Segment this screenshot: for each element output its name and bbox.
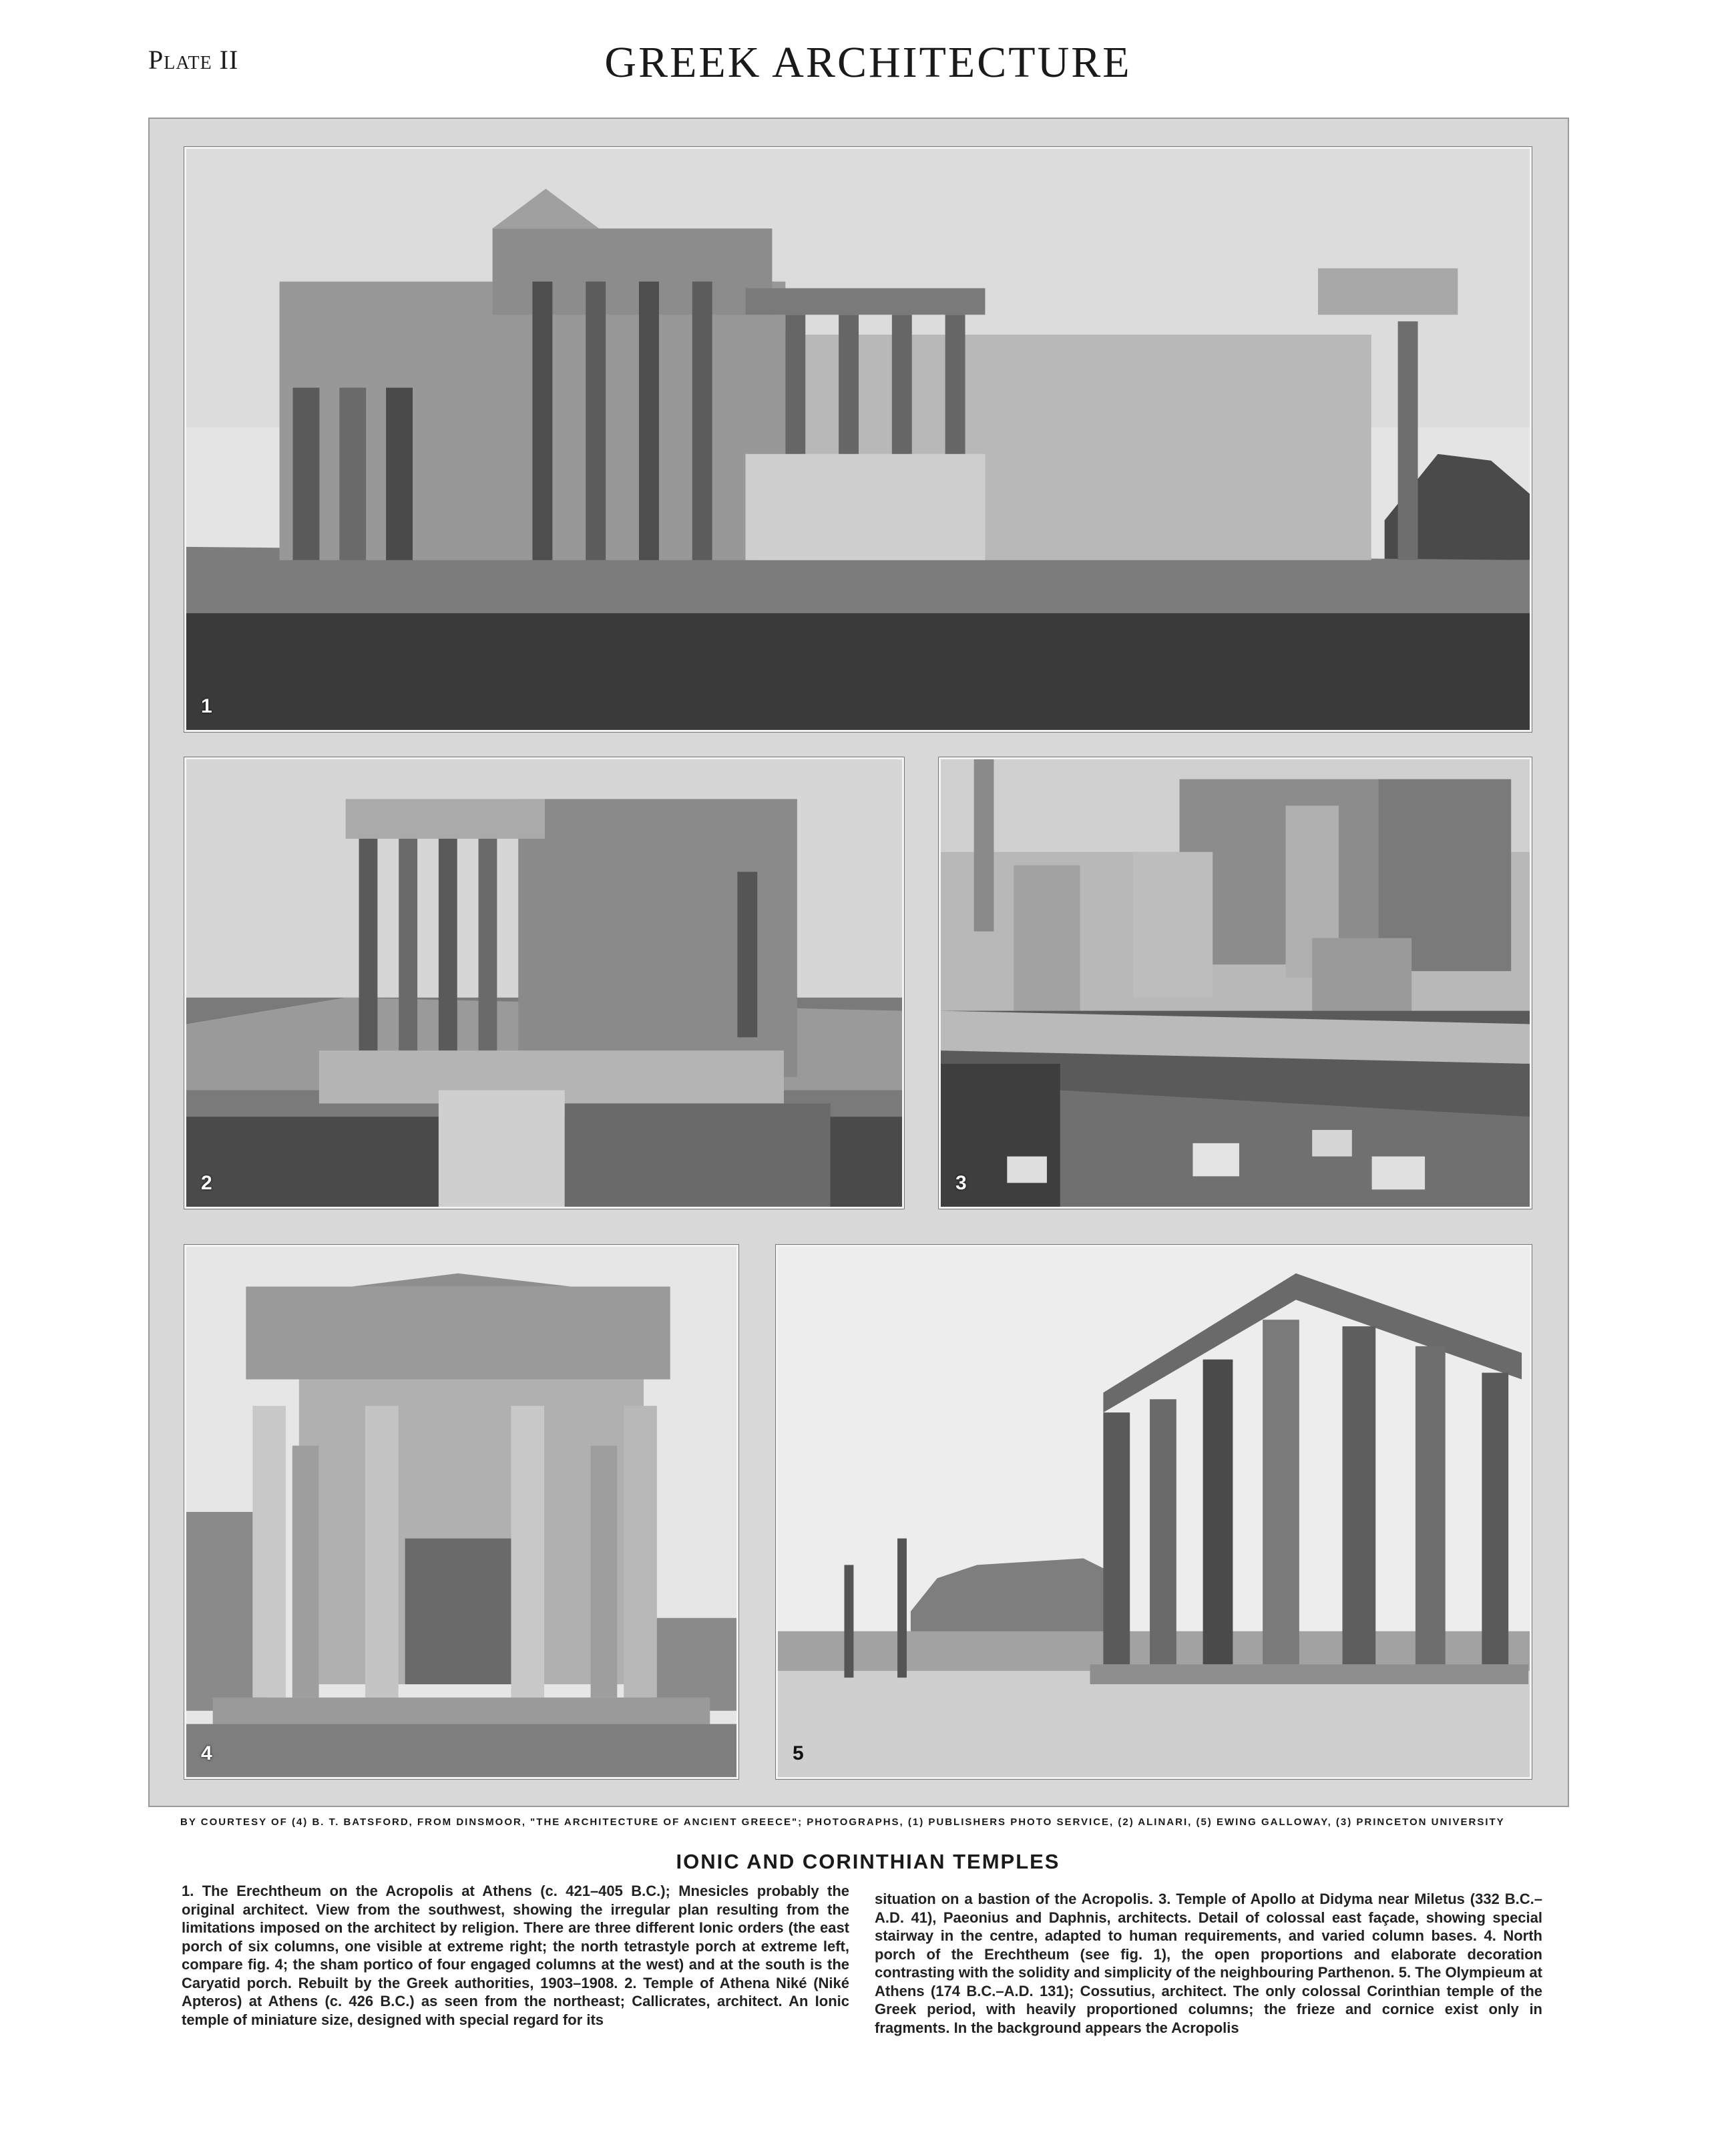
photo-erechtheum-north-porch (184, 1245, 738, 1779)
plate-label: Plate II (148, 45, 239, 75)
photo-athena-nike (184, 757, 904, 1209)
page-title: GREEK ARCHITECTURE (604, 38, 1132, 87)
section-heading: IONIC AND CORINTHIAN TEMPLES (676, 1850, 1060, 1873)
figure-number: 5 (793, 1742, 804, 1764)
photo-didyma (939, 757, 1532, 1209)
figure-number: 1 (201, 695, 212, 717)
figure-number: 3 (955, 1172, 967, 1194)
caption-right-column: situation on a bastion of the Acropolis. 3. Temple of Apollo at Didyma near Miletus (332 B.C.–A.D. 41), Paeonius and Daphnis, architects. Detail of colossal east façade, showing special stairway in the centre, adapted to human requirements, and varied column bases. 4. North porch of the Erechtheum (see fig. 1), the open proportions and elaborate decoration contrasting with the solidity and simplicity of the neighbouring Parthenon. 5. The Olympieum at Athens (174 B.C.–A.D. 131); Cossutius, architect. The only colossal Corinthian temple of the Greek period, with heavily proportioned columns; the frieze and cornice exist only in fragments. In the background appears the Acropolis (875, 1891, 1542, 2036)
photo-olympieum (776, 1245, 1532, 1779)
figure-number: 4 (201, 1742, 212, 1764)
photo-credit: BY COURTESY OF (4) B. T. BATSFORD, FROM DINSMOOR, "THE ARCHITECTURE OF ANCIENT GREECE"; PHOTOGRAPHS, (1) PUBLISHERS PHOTO SERVICE, (2) ALINARI, (5) EWING GALLOWAY, (3) PRINCETON UNIVERSITY (180, 1816, 1505, 1828)
figure-number: 2 (201, 1172, 212, 1194)
caption-left-column: 1. The Erechtheum on the Acropolis at Athens (c. 421–405 B.C.); Mnesicles probably the original architect. View from the southwest, showing the irregular plan resulting from the limitations imposed on the architect by religion. There are three different Ionic orders (the east porch of six columns, one visible at extreme right; the north tetrastyle porch at extreme left, compare fig. 4; the sham portico of four engaged columns at the west) and at the south is the Caryatid porch. Rebuilt by the Greek authorities, 1903–1908. 2. Temple of Athena Niké (Niké Apteros) at Athens (c. 426 B.C.) as seen from the northeast; Callicrates, architect. An Ionic temple of miniature size, designed with special regard for its (182, 1883, 849, 2028)
photo-erechtheum (184, 147, 1532, 732)
plate-frame (148, 118, 1569, 1807)
